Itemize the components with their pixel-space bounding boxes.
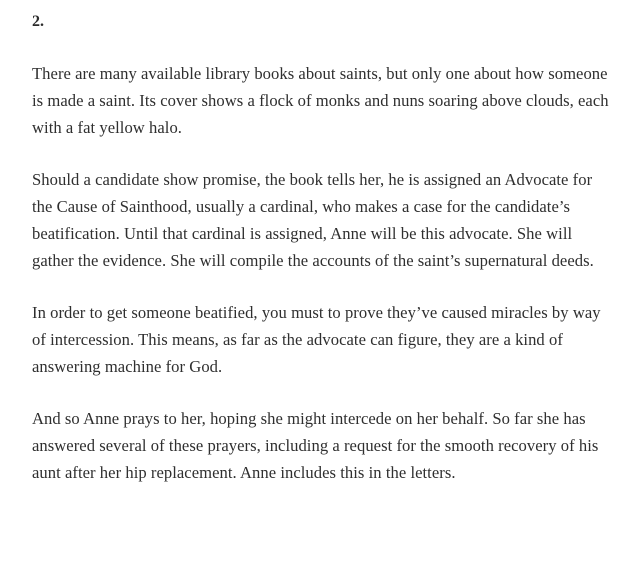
paragraph-1: There are many available library books about saints, but only one about how someone is made a saint. Its cover shows a flock of monks and nuns soaring above clouds, each with a fat yellow halo.	[32, 64, 609, 137]
paragraph-3: In order to get someone beatified, you must to prove they’ve caused miracles by way of intercession. This means, as far as the advocate can figure, they are a kind of answering machine for God.	[32, 303, 601, 376]
section-number: 2.	[32, 13, 44, 30]
paragraph-4: And so Anne prays to her, hoping she might intercede on her behalf. So far she has answered several of these prayers, including a request for the smooth recovery of his aunt after her hip replacement. Anne includes this in the letters.	[32, 409, 599, 482]
paragraph-2: Should a candidate show promise, the book tells her, he is assigned an Advocate for the Cause of Sainthood, usually a cardinal, who makes a case for the candidate’s beatification. Until that cardinal is assigned, Anne will be this advocate. She will gather the evidence. She will compile the accounts of the saint’s supernatural deeds.	[32, 170, 594, 270]
